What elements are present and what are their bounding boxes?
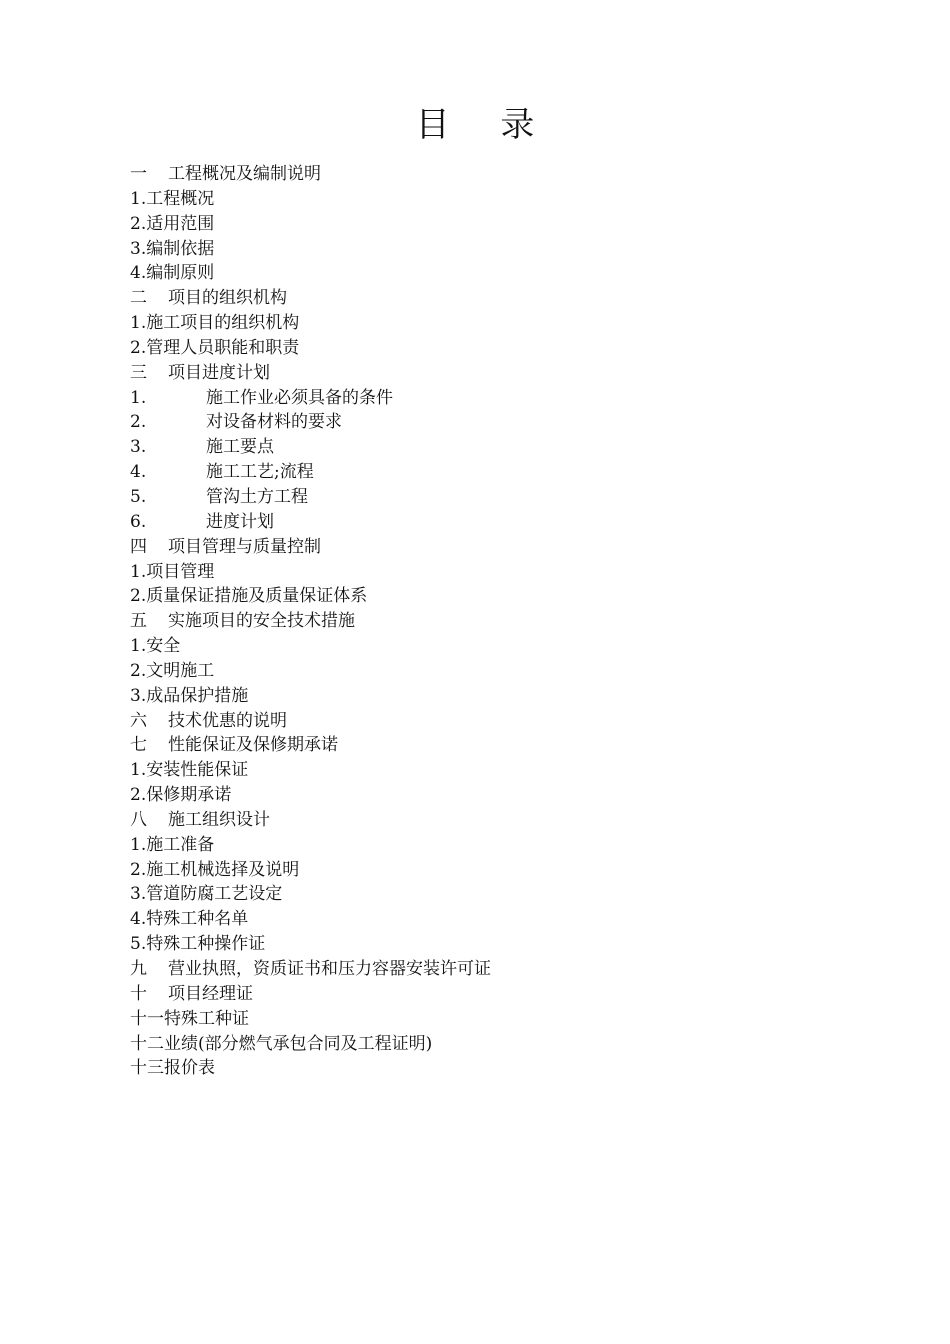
toc-entry-text: 1.施工项目的组织机构 — [130, 313, 300, 334]
toc-entry — [130, 261, 890, 286]
toc-chapter-title: 实施项目的安全技术措施 — [168, 611, 355, 632]
toc-entry — [130, 460, 890, 485]
toc-entry — [130, 435, 890, 460]
toc-entry-text: 4.编制原则 — [130, 263, 215, 284]
toc-entry — [130, 1007, 890, 1032]
toc-entry — [130, 733, 890, 758]
toc-entry-text: 2.保修期承诺 — [130, 785, 232, 806]
toc-entry-text: 4.特殊工种名单 — [130, 909, 249, 930]
toc-entry — [130, 709, 890, 734]
toc-chapter-number: 六 — [130, 710, 147, 731]
toc-entry-text: 2.适用范围 — [130, 213, 215, 234]
toc-entry-text: 1.安装性能保证 — [130, 760, 249, 781]
toc-entry — [130, 510, 890, 535]
toc-entry — [130, 783, 890, 808]
toc-entry — [130, 187, 890, 212]
toc-entry-number: 2. — [130, 412, 147, 433]
toc-chapter-number: 七 — [130, 735, 147, 756]
toc-entry-text: 施工要点 — [206, 437, 274, 458]
toc-entry-text: 2.文明施工 — [130, 660, 215, 681]
toc-entry-number: 5. — [130, 486, 147, 507]
toc-entry-number: 4. — [130, 462, 147, 483]
toc-entry-text: 1.施工准备 — [130, 834, 215, 855]
toc-entry — [130, 535, 890, 560]
toc-chapter-title: 工程概况及编制说明 — [168, 164, 321, 184]
toc-entry — [130, 386, 890, 411]
toc-entry-text: 2.质量保证措施及质量保证体系 — [130, 586, 368, 607]
toc-entry — [130, 858, 890, 883]
toc-entry — [130, 907, 890, 932]
toc-entry-text: 十三报价表 — [130, 1058, 215, 1079]
toc-entry-text: 5.特殊工种操作证 — [130, 934, 266, 955]
toc-entry — [130, 882, 890, 907]
toc-entry — [130, 634, 890, 659]
toc-entry — [130, 932, 890, 957]
toc-entry — [130, 1056, 890, 1081]
toc-entry — [130, 162, 890, 187]
toc-chapter-number: 五 — [130, 611, 147, 632]
toc-entry — [130, 808, 890, 833]
page-title: 目 录 — [415, 105, 555, 145]
toc-entry-text: 管沟土方工程 — [206, 486, 308, 507]
toc-chapter-title: 施工组织设计 — [168, 809, 270, 830]
toc-entry-text: 施工作业必须具备的条件 — [206, 387, 393, 408]
toc-entry — [130, 833, 890, 858]
toc-entry — [130, 560, 890, 585]
toc-entry-text: 1.工程概况 — [130, 188, 215, 209]
toc-entry — [130, 584, 890, 609]
toc-entry — [130, 485, 890, 510]
toc-entry — [130, 361, 890, 386]
toc-chapter-number: 一 — [130, 164, 147, 184]
toc-chapter-number: 二 — [130, 288, 147, 309]
toc-chapter-title: 性能保证及保修期承诺 — [168, 735, 338, 756]
toc-chapter-title: 技术优惠的说明 — [168, 710, 287, 731]
toc-entry — [130, 212, 890, 237]
toc-entry-number: 1. — [130, 387, 147, 408]
toc-entry-text: 进度计划 — [206, 511, 274, 532]
toc-chapter-number: 八 — [130, 809, 147, 830]
toc-entry — [130, 237, 890, 262]
toc-entry — [130, 758, 890, 783]
toc-entry-text: 1.安全 — [130, 636, 181, 657]
toc-entry — [130, 982, 890, 1007]
toc-chapter-number: 三 — [130, 362, 147, 383]
toc-entry-text: 3.管道防腐工艺设定 — [130, 884, 283, 905]
toc-entry — [130, 410, 890, 435]
toc-chapter-number: 十 — [130, 983, 147, 1004]
toc-chapter-title: 项目的组织机构 — [168, 288, 287, 309]
table-of-contents — [130, 162, 890, 1081]
toc-entry — [130, 286, 890, 311]
toc-chapter-title: 项目管理与质量控制 — [168, 536, 321, 557]
toc-entry-text: 对设备材料的要求 — [206, 412, 342, 433]
toc-entry-text: 2.管理人员职能和职责 — [130, 337, 300, 358]
toc-entry — [130, 1032, 890, 1057]
toc-entry-text: 3.成品保护措施 — [130, 685, 249, 706]
toc-chapter-number: 九 — [130, 959, 147, 979]
toc-entry-text: 2.施工机械选择及说明 — [130, 859, 300, 880]
toc-entry-text: 施工工艺;流程 — [206, 462, 314, 483]
toc-entry — [130, 684, 890, 709]
toc-entry-number: 6. — [130, 511, 147, 532]
toc-entry — [130, 336, 890, 361]
toc-chapter-title: 项目进度计划 — [168, 362, 270, 383]
toc-chapter-number: 四 — [130, 536, 147, 557]
toc-chapter-title: 营业执照，资质证书和压力容器安装许可证 — [168, 959, 491, 979]
toc-entry-text: 十一特殊工种证 — [130, 1008, 249, 1029]
toc-entry — [130, 659, 890, 684]
toc-entry-text: 十二业绩(部分燃气承包合同及工程证明) — [130, 1033, 433, 1054]
toc-chapter-title: 项目经理证 — [168, 983, 253, 1004]
toc-entry — [130, 311, 890, 336]
toc-entry — [130, 957, 890, 982]
toc-entry-text: 1.项目管理 — [130, 561, 215, 582]
toc-entry — [130, 609, 890, 634]
toc-entry-text: 3.编制依据 — [130, 238, 215, 259]
toc-entry-number: 3. — [130, 437, 147, 458]
